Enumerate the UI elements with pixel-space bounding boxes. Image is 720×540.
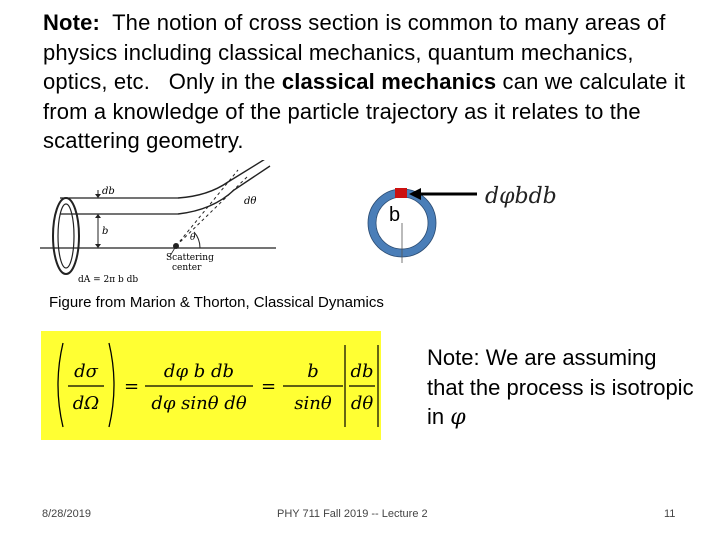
eq-abs-denominator: dθ [350,393,374,414]
side-note [427,343,697,433]
eq-lhs-numerator: dσ [74,361,98,382]
equation-box [41,331,381,440]
eq-lhs-denominator: dΩ [72,393,100,414]
phi-symbol: φ [450,405,466,430]
ring-b-label: b [389,204,401,226]
footer-course: PHY 711 Fall 2019 -- Lecture 2 [277,508,428,520]
db-label: db [102,186,115,197]
b-label: b [102,226,109,237]
intro-emphasis: classical mechanics [281,69,497,94]
center-label-2: center [172,263,202,273]
eq-abs-numerator: db [350,361,374,382]
dtheta-label: dθ [244,196,257,207]
eq-mid-denominator: dφ sinθ dθ [151,393,247,414]
center-label-1: Scattering [166,253,214,263]
ring-diagram [365,183,595,273]
intro-text-a: The notion of cross section is common to many areas of physics including classical mechanics, quantum mechanics, optics, etc. Only in the [43,10,679,94]
ring-expression: dφbdb [485,184,557,209]
eq-mid-numerator: dφ b db [163,361,235,382]
figure-caption: Figure from Marion & Thorton, Classical Dynamics [49,294,384,311]
scattering-figure [38,160,278,285]
note-label: Note: [43,10,100,35]
intro-paragraph [43,8,703,156]
intro-text-b: can we calculate it from a knowledge of the particle trajectory as it relates to the scattering geometry. [43,69,686,153]
eq-equals-2: = [261,376,277,397]
footer-date: 8/28/2019 [42,508,91,520]
area-marker [395,188,407,198]
footer-page-number: 11 [664,508,676,520]
side-note-text: Note: We are assuming that the process is isotropic in [427,345,694,429]
theta-label: θ [190,233,196,243]
eq-equals-1: = [124,376,140,397]
eq-rhs-denominator: sinθ [294,393,332,414]
eq-rhs-numerator: b [307,361,319,382]
area-label: dA = 2π b db [78,275,139,285]
